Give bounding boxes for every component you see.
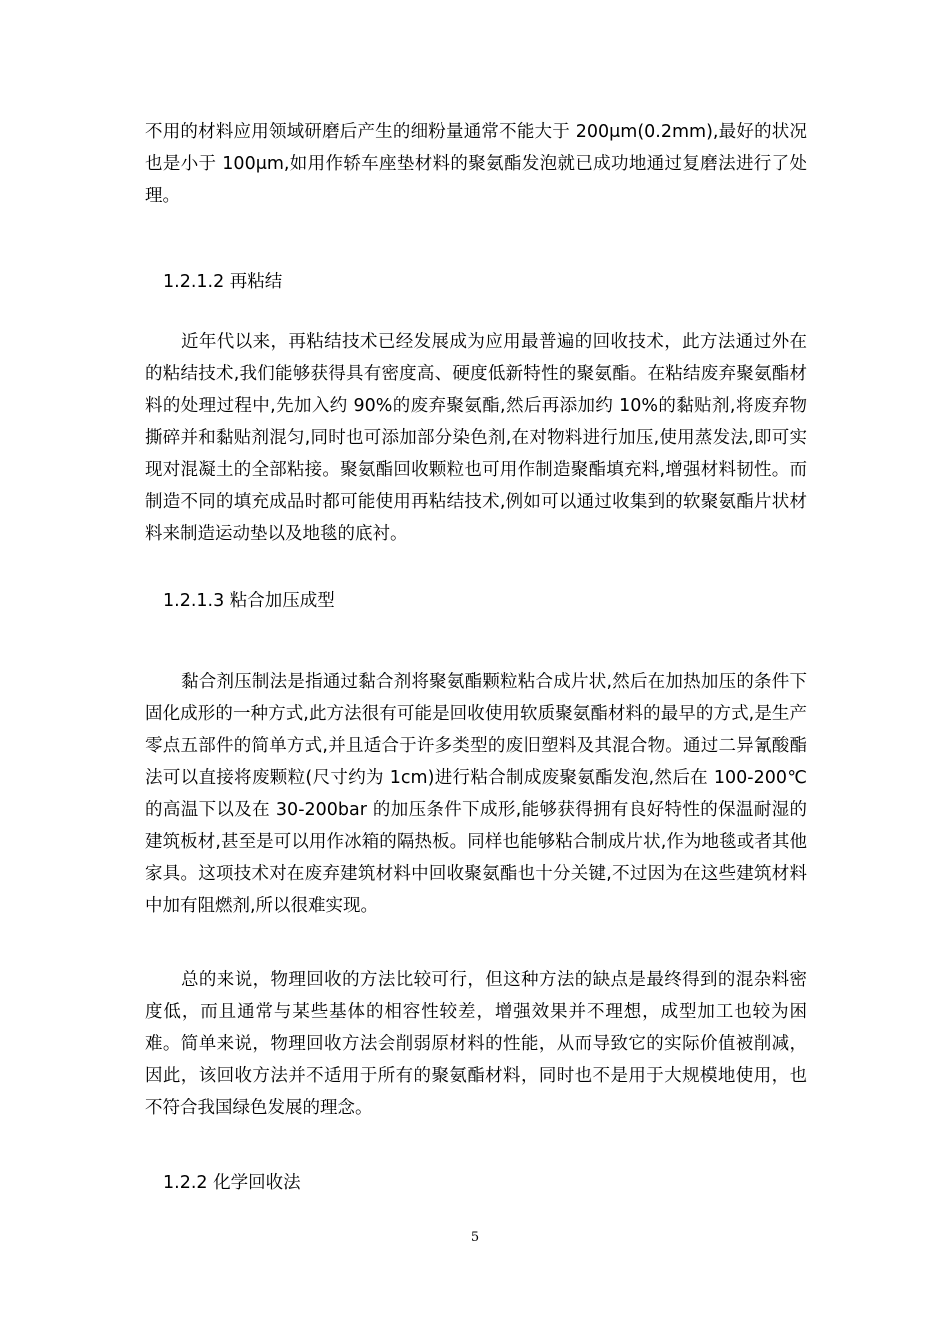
body-paragraph-2: 近年代以来，再粘结技术已经发展成为应用最普遍的回收技术，此方法通过外在的粘结技术,我们能够获得具有密度高、硬度低新特性的聚氨酯。在粘结废弃聚氨酯材料的处理过程中,先加入约 90%的废弃聚氨酯,然后再添加约 10%的黏贴剂,将废弃物撕碎并和黏贴剂混匀,同时也可添加部分染色剂,在对物料进行加压,使用蒸发法,即可实现对混凝土的全部粘接。聚氨酯回收颗粒也可用作制造聚酯填充料,增强材料韧性。而制造不同的填充成品时都可能使用再粘结技术,例如可以通过收集到的软聚氨酯片状材料来制造运动垫以及地毯的底衬。 (145, 332, 807, 544)
page-number: 5 (470, 1230, 480, 1245)
section-heading-1-2-2: 1.2.2 化学回收法 (163, 1173, 301, 1193)
section-heading-1-2-1-3: 1.2.1.3 粘合加压成型 (163, 591, 335, 611)
section-heading-1-2-1-2: 1.2.1.2 再粘结 (163, 272, 283, 292)
body-paragraph-1: 不用的材料应用领域研磨后产生的细粉量通常不能大于 200μm(0.2mm),最好的状况也是小于 100μm,如用作轿车座垫材料的聚氨酯发泡就已成功地通过复磨法进行了处理。 (145, 122, 807, 206)
body-paragraph-4: 总的来说，物理回收的方法比较可行，但这种方法的缺点是最终得到的混杂料密度低，而且通常与某些基体的相容性较差，增强效果并不理想，成型加工也较为困难。简单来说，物理回收方法会削弱原材料的性能，从而导致它的实际价值被削减，因此，该回收方法并不适用于所有的聚氨酯材料，同时也不是用于大规模地使用，也不符合我国绿色发展的理念。 (145, 970, 807, 1118)
body-paragraph-3: 黏合剂压制法是指通过黏合剂将聚氨酯颗粒粘合成片状,然后在加热加压的条件下固化成形的一种方式,此方法很有可能是回收使用软质聚氨酯材料的最早的方式,是生产零点五部件的简单方式,并且适合于许多类型的废旧塑料及其混合物。通过二异氰酸酯法可以直接将废颗粒(尺寸约为 1cm)进行粘合制成废聚氨酯发泡,然后在 100-200℃的高温下以及在 30-200bar 的加压条件下成形,能够获得拥有良好特性的保温耐湿的建筑板材,甚至是可以用作冰箱的隔热板。同样也能够粘合制成片状,作为地毯或者其他家具。这项技术对在废弃建筑材料中回收聚氨酯也十分关键,不过因为在这些建筑材料中加有阻燃剂,所以很难实现。 (145, 672, 807, 916)
